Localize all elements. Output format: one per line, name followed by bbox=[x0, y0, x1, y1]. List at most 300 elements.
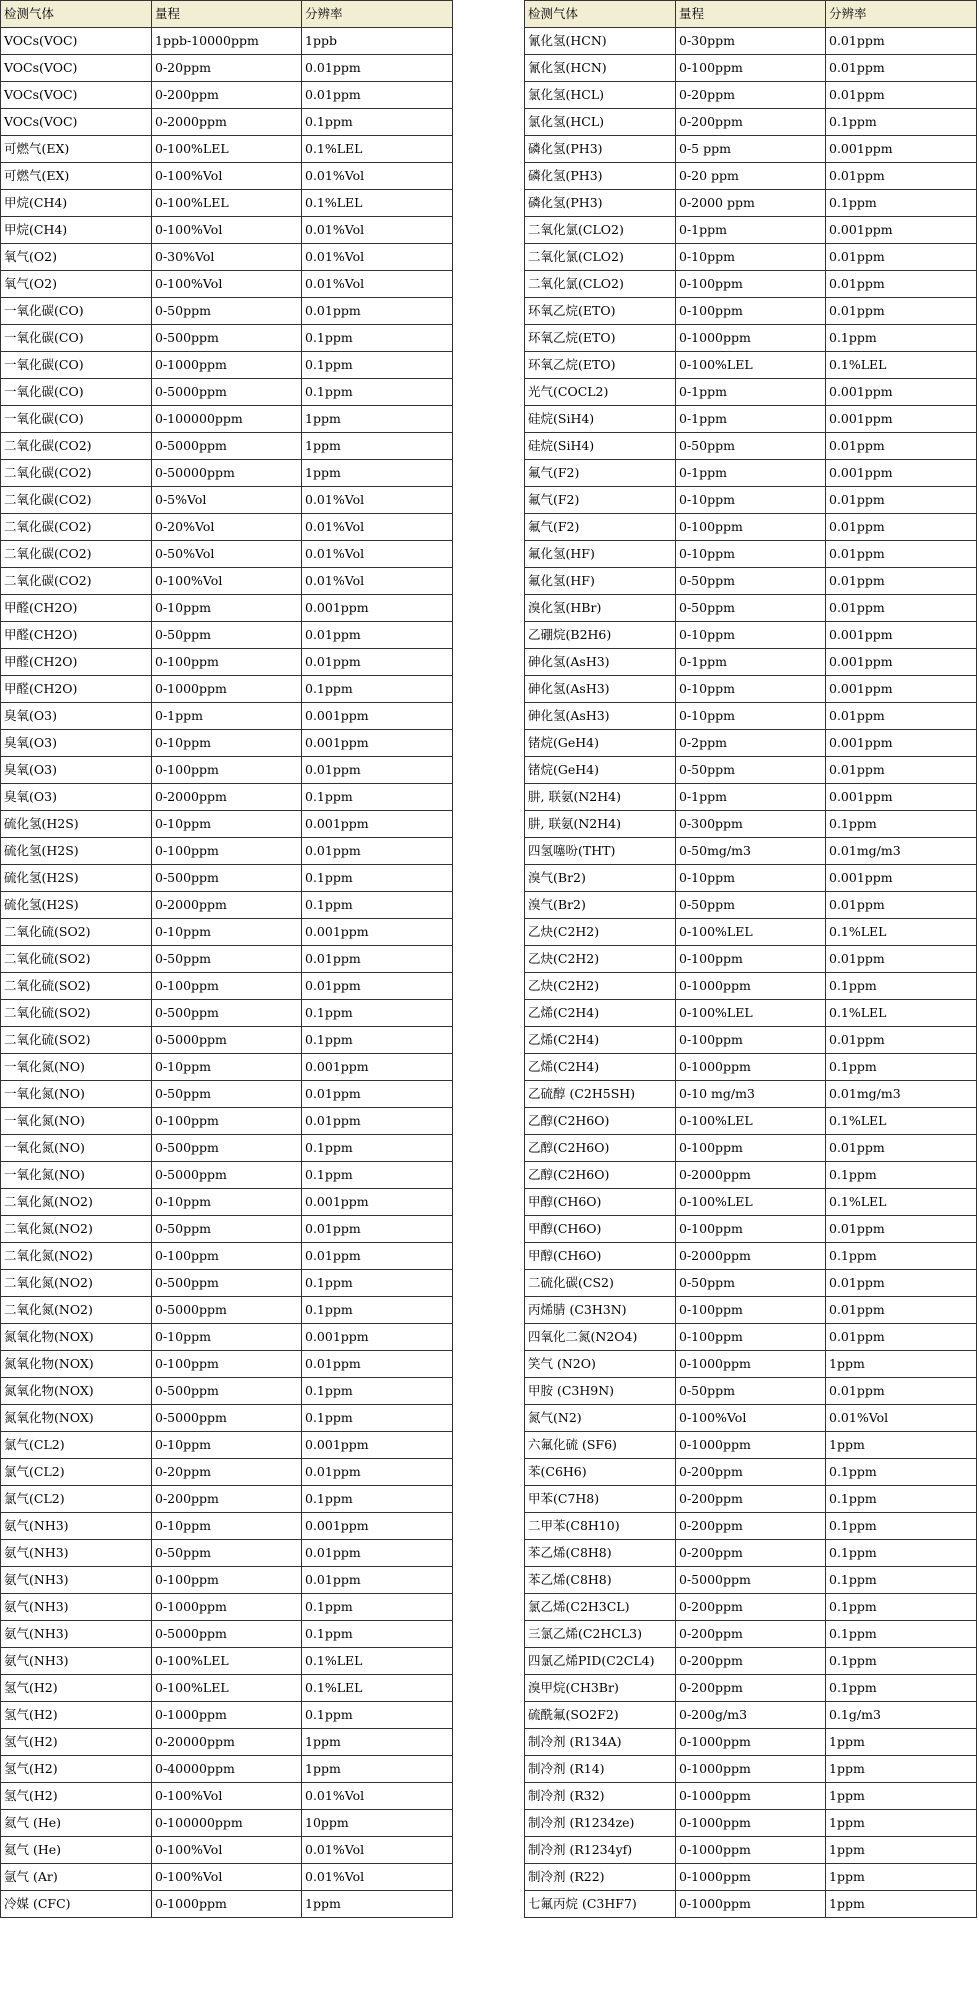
cell-resolution: 0.01%Vol bbox=[302, 244, 453, 271]
cell-range: 0-20000ppm bbox=[152, 1729, 302, 1756]
table-row bbox=[525, 1648, 977, 1675]
cell-gas: 二氧化氮(NO2) bbox=[1, 1189, 152, 1216]
table-row bbox=[525, 1216, 977, 1243]
cell-resolution: 0.1g/m3 bbox=[826, 1702, 977, 1729]
cell-range: 0-100%LEL bbox=[676, 1108, 826, 1135]
table-row bbox=[1, 379, 453, 406]
table-row bbox=[1, 109, 453, 136]
table-row bbox=[1, 541, 453, 568]
cell-range: 0-2000ppm bbox=[152, 892, 302, 919]
cell-resolution: 1ppm bbox=[302, 1756, 453, 1783]
cell-gas: 溴化氢(HBr) bbox=[525, 595, 676, 622]
table-row bbox=[525, 946, 977, 973]
table-row bbox=[1, 1000, 453, 1027]
cell-gas: 乙炔(C2H2) bbox=[525, 919, 676, 946]
cell-resolution: 0.1%LEL bbox=[826, 1000, 977, 1027]
cell-range: 0-1ppm bbox=[676, 649, 826, 676]
table-row bbox=[525, 1702, 977, 1729]
cell-gas: 三氯乙烯(C2HCL3) bbox=[525, 1621, 676, 1648]
cell-range: 0-200ppm bbox=[676, 109, 826, 136]
table-row bbox=[1, 1540, 453, 1567]
cell-resolution: 0.1ppm bbox=[302, 379, 453, 406]
table-row bbox=[525, 244, 977, 271]
cell-gas: 乙烯(C2H4) bbox=[525, 1027, 676, 1054]
cell-resolution: 0.001ppm bbox=[302, 1513, 453, 1540]
cell-gas: 氮气(N2) bbox=[525, 1405, 676, 1432]
cell-range: 0-50ppm bbox=[676, 1270, 826, 1297]
cell-resolution: 0.01mg/m3 bbox=[826, 838, 977, 865]
cell-gas: 氢气(H2) bbox=[1, 1675, 152, 1702]
cell-gas: 锗烷(GeH4) bbox=[525, 730, 676, 757]
cell-range: 0-1000ppm bbox=[676, 1837, 826, 1864]
cell-range: 0-30ppm bbox=[676, 28, 826, 55]
table-row bbox=[525, 190, 977, 217]
cell-gas: 氟气(F2) bbox=[525, 487, 676, 514]
cell-resolution: 0.01ppm bbox=[826, 1270, 977, 1297]
cell-range: 0-10ppm bbox=[152, 1432, 302, 1459]
cell-range: 0-1000ppm bbox=[676, 973, 826, 1000]
cell-range: 0-1000ppm bbox=[676, 325, 826, 352]
cell-range: 0-100%LEL bbox=[676, 919, 826, 946]
cell-resolution: 0.01ppm bbox=[302, 838, 453, 865]
cell-gas: 氯气(CL2) bbox=[1, 1459, 152, 1486]
cell-resolution: 0.01ppm bbox=[826, 1027, 977, 1054]
cell-gas: 硫化氢(H2S) bbox=[1, 811, 152, 838]
cell-resolution: 0.001ppm bbox=[826, 460, 977, 487]
table-row bbox=[1, 1486, 453, 1513]
cell-resolution: 1ppm bbox=[826, 1810, 977, 1837]
table-row bbox=[1, 1675, 453, 1702]
cell-gas: 二氧化氮(NO2) bbox=[1, 1216, 152, 1243]
cell-range: 0-50mg/m3 bbox=[676, 838, 826, 865]
cell-resolution: 0.01%Vol bbox=[302, 1837, 453, 1864]
cell-resolution: 0.001ppm bbox=[826, 379, 977, 406]
cell-range: 0-10ppm bbox=[152, 595, 302, 622]
cell-resolution: 0.1%LEL bbox=[826, 919, 977, 946]
table-row bbox=[1, 1756, 453, 1783]
table-row bbox=[525, 730, 977, 757]
cell-gas: 制冷剂 (R1234yf) bbox=[525, 1837, 676, 1864]
cell-gas: 二氧化硫(SO2) bbox=[1, 973, 152, 1000]
cell-resolution: 0.1ppm bbox=[302, 1702, 453, 1729]
cell-range: 0-50ppm bbox=[676, 757, 826, 784]
cell-resolution: 0.01ppm bbox=[826, 271, 977, 298]
cell-range: 0-1ppm bbox=[676, 460, 826, 487]
table-row bbox=[525, 757, 977, 784]
cell-resolution: 0.01ppm bbox=[302, 973, 453, 1000]
header-gas: 检测气体 bbox=[525, 1, 676, 28]
cell-resolution: 0.1ppm bbox=[826, 109, 977, 136]
cell-resolution: 0.01ppm bbox=[302, 622, 453, 649]
cell-resolution: 1ppm bbox=[826, 1729, 977, 1756]
table-row bbox=[525, 1864, 977, 1891]
table-row bbox=[1, 1459, 453, 1486]
cell-resolution: 0.1ppm bbox=[826, 1567, 977, 1594]
cell-range: 0-100%LEL bbox=[152, 1675, 302, 1702]
cell-resolution: 1ppm bbox=[302, 406, 453, 433]
cell-range: 0-100000ppm bbox=[152, 1810, 302, 1837]
table-row bbox=[525, 82, 977, 109]
cell-gas: 甲醛(CH2O) bbox=[1, 676, 152, 703]
cell-resolution: 0.1ppm bbox=[302, 1405, 453, 1432]
cell-gas: 一氧化氮(NO) bbox=[1, 1162, 152, 1189]
table-row bbox=[525, 406, 977, 433]
table-row bbox=[525, 919, 977, 946]
table-row bbox=[1, 919, 453, 946]
cell-range: 0-5000ppm bbox=[152, 1621, 302, 1648]
cell-resolution: 0.1ppm bbox=[826, 190, 977, 217]
cell-range: 0-100ppm bbox=[676, 514, 826, 541]
cell-resolution: 0.01ppm bbox=[826, 703, 977, 730]
cell-resolution: 0.1ppm bbox=[826, 1243, 977, 1270]
cell-range: 0-1000ppm bbox=[676, 1432, 826, 1459]
table-row bbox=[1, 1054, 453, 1081]
table-row bbox=[1, 1162, 453, 1189]
cell-gas: 可燃气(EX) bbox=[1, 136, 152, 163]
cell-resolution: 0.01ppm bbox=[826, 298, 977, 325]
table-row bbox=[525, 1189, 977, 1216]
table-row bbox=[1, 136, 453, 163]
table-row bbox=[525, 1837, 977, 1864]
cell-range: 0-50ppm bbox=[676, 1378, 826, 1405]
cell-range: 0-1000ppm bbox=[676, 1810, 826, 1837]
cell-range: 0-100%Vol bbox=[152, 217, 302, 244]
cell-gas: 硫酰氟(SO2F2) bbox=[525, 1702, 676, 1729]
table-row bbox=[1, 487, 453, 514]
cell-gas: 四氧化二氮(N2O4) bbox=[525, 1324, 676, 1351]
cell-resolution: 0.01%Vol bbox=[302, 568, 453, 595]
cell-gas: 二氧化氮(NO2) bbox=[1, 1243, 152, 1270]
cell-range: 0-50000ppm bbox=[152, 460, 302, 487]
table-row bbox=[1, 676, 453, 703]
cell-range: 0-1000ppm bbox=[676, 1729, 826, 1756]
cell-resolution: 0.001ppm bbox=[302, 1432, 453, 1459]
cell-gas: 氩气 (Ar) bbox=[1, 1864, 152, 1891]
cell-range: 0-100ppm bbox=[676, 946, 826, 973]
table-row bbox=[1, 622, 453, 649]
cell-gas: 乙醇(C2H6O) bbox=[525, 1135, 676, 1162]
cell-gas: 氮氧化物(NOX) bbox=[1, 1324, 152, 1351]
table-row bbox=[1, 1432, 453, 1459]
cell-resolution: 0.01ppm bbox=[826, 28, 977, 55]
cell-gas: 一氧化碳(CO) bbox=[1, 352, 152, 379]
cell-gas: VOCs(VOC) bbox=[1, 55, 152, 82]
cell-range: 0-5000ppm bbox=[152, 379, 302, 406]
cell-resolution: 0.001ppm bbox=[302, 730, 453, 757]
cell-range: 0-50ppm bbox=[676, 568, 826, 595]
table-row bbox=[525, 1243, 977, 1270]
cell-range: 0-100%LEL bbox=[152, 190, 302, 217]
table-row bbox=[1, 730, 453, 757]
cell-resolution: 0.1ppm bbox=[302, 1162, 453, 1189]
cell-gas: 砷化氢(AsH3) bbox=[525, 649, 676, 676]
cell-gas: 二甲苯(C8H10) bbox=[525, 1513, 676, 1540]
cell-gas: 二氧化碳(CO2) bbox=[1, 433, 152, 460]
cell-range: 0-20ppm bbox=[152, 55, 302, 82]
cell-range: 0-1000ppm bbox=[676, 1756, 826, 1783]
cell-resolution: 0.01ppm bbox=[302, 1243, 453, 1270]
cell-gas: 二氧化碳(CO2) bbox=[1, 487, 152, 514]
cell-resolution: 1ppm bbox=[302, 1729, 453, 1756]
cell-resolution: 0.01ppm bbox=[826, 514, 977, 541]
table-row bbox=[525, 352, 977, 379]
table-row bbox=[1, 1351, 453, 1378]
table-row bbox=[525, 271, 977, 298]
table-row bbox=[1, 1702, 453, 1729]
cell-range: 0-1000ppm bbox=[676, 1351, 826, 1378]
table-row bbox=[525, 1621, 977, 1648]
cell-gas: 甲醛(CH2O) bbox=[1, 595, 152, 622]
table-row bbox=[1, 244, 453, 271]
cell-gas: 一氧化碳(CO) bbox=[1, 298, 152, 325]
table-row bbox=[1, 1594, 453, 1621]
cell-gas: 氧气(O2) bbox=[1, 271, 152, 298]
cell-range: 0-200ppm bbox=[676, 1486, 826, 1513]
cell-range: 0-100000ppm bbox=[152, 406, 302, 433]
cell-range: 0-1000ppm bbox=[676, 1864, 826, 1891]
table-row bbox=[1, 163, 453, 190]
cell-range: 0-100ppm bbox=[152, 1243, 302, 1270]
table-row bbox=[1, 325, 453, 352]
cell-range: 0-1ppm bbox=[676, 379, 826, 406]
cell-gas: 磷化氢(PH3) bbox=[525, 190, 676, 217]
cell-range: 0-20ppm bbox=[676, 82, 826, 109]
cell-range: 0-100ppm bbox=[152, 838, 302, 865]
cell-range: 0-50ppm bbox=[676, 595, 826, 622]
cell-gas: 二氧化硫(SO2) bbox=[1, 1027, 152, 1054]
cell-range: 0-50ppm bbox=[152, 1216, 302, 1243]
cell-resolution: 0.001ppm bbox=[826, 217, 977, 244]
cell-range: 0-100%Vol bbox=[152, 1837, 302, 1864]
cell-resolution: 0.1ppm bbox=[302, 352, 453, 379]
cell-resolution: 0.01ppm bbox=[302, 298, 453, 325]
cell-gas: 肼, 联氨(N2H4) bbox=[525, 811, 676, 838]
cell-gas: VOCs(VOC) bbox=[1, 109, 152, 136]
cell-gas: 氨气(NH3) bbox=[1, 1513, 152, 1540]
cell-range: 0-10ppm bbox=[676, 676, 826, 703]
table-row bbox=[525, 136, 977, 163]
table-row bbox=[525, 568, 977, 595]
cell-gas: 臭氧(O3) bbox=[1, 703, 152, 730]
cell-gas: 氨气(NH3) bbox=[1, 1540, 152, 1567]
cell-range: 0-100%Vol bbox=[152, 271, 302, 298]
cell-gas: 苯(C6H6) bbox=[525, 1459, 676, 1486]
cell-range: 0-100ppm bbox=[676, 55, 826, 82]
cell-gas: 乙烯(C2H4) bbox=[525, 1054, 676, 1081]
table-row bbox=[525, 865, 977, 892]
table-row bbox=[525, 1351, 977, 1378]
cell-resolution: 0.01ppm bbox=[826, 163, 977, 190]
cell-range: 0-10ppm bbox=[152, 1189, 302, 1216]
cell-range: 0-100ppm bbox=[152, 649, 302, 676]
cell-gas: 氢气(H2) bbox=[1, 1756, 152, 1783]
cell-range: 0-5000ppm bbox=[152, 1162, 302, 1189]
cell-resolution: 0.001ppm bbox=[302, 595, 453, 622]
table-row bbox=[1, 298, 453, 325]
cell-range: 0-1ppm bbox=[676, 217, 826, 244]
cell-range: 0-100ppm bbox=[152, 1567, 302, 1594]
cell-resolution: 0.01ppm bbox=[826, 433, 977, 460]
cell-gas: 氯乙烯(C2H3CL) bbox=[525, 1594, 676, 1621]
cell-resolution: 1ppm bbox=[826, 1864, 977, 1891]
cell-resolution: 0.01%Vol bbox=[302, 487, 453, 514]
cell-gas: 甲醛(CH2O) bbox=[1, 649, 152, 676]
cell-gas: 臭氧(O3) bbox=[1, 730, 152, 757]
cell-resolution: 0.01ppm bbox=[302, 55, 453, 82]
cell-resolution: 0.01ppm bbox=[826, 1324, 977, 1351]
cell-gas: 二氧化硫(SO2) bbox=[1, 1000, 152, 1027]
cell-resolution: 0.01ppm bbox=[826, 892, 977, 919]
cell-range: 0-30%Vol bbox=[152, 244, 302, 271]
cell-gas: 一氧化氮(NO) bbox=[1, 1081, 152, 1108]
table-row bbox=[1, 595, 453, 622]
cell-range: 0-200g/m3 bbox=[676, 1702, 826, 1729]
table-row bbox=[525, 973, 977, 1000]
cell-resolution: 1ppm bbox=[826, 1432, 977, 1459]
table-row bbox=[1, 946, 453, 973]
cell-resolution: 0.01ppm bbox=[302, 82, 453, 109]
cell-resolution: 0.001ppm bbox=[302, 1189, 453, 1216]
cell-resolution: 0.01ppm bbox=[826, 244, 977, 271]
cell-gas: 氮氧化物(NOX) bbox=[1, 1405, 152, 1432]
cell-resolution: 0.1ppm bbox=[302, 1378, 453, 1405]
cell-resolution: 0.1ppm bbox=[826, 1486, 977, 1513]
cell-gas: 环氧乙烷(ETO) bbox=[525, 352, 676, 379]
cell-resolution: 0.01ppm bbox=[302, 946, 453, 973]
left-gas-table bbox=[0, 0, 453, 1918]
table-row bbox=[1, 406, 453, 433]
cell-gas: 溴气(Br2) bbox=[525, 865, 676, 892]
cell-gas: 二氧化氮(NO2) bbox=[1, 1297, 152, 1324]
table-row bbox=[1, 1243, 453, 1270]
table-row bbox=[1, 1216, 453, 1243]
cell-resolution: 0.01%Vol bbox=[302, 1864, 453, 1891]
cell-range: 0-100%LEL bbox=[676, 352, 826, 379]
table-row bbox=[1, 271, 453, 298]
table-row bbox=[1, 1567, 453, 1594]
table-row bbox=[525, 1594, 977, 1621]
cell-gas: 乙醇(C2H6O) bbox=[525, 1162, 676, 1189]
cell-resolution: 0.1ppm bbox=[826, 1459, 977, 1486]
table-row bbox=[1, 1783, 453, 1810]
right-table-body bbox=[525, 28, 977, 1918]
cell-resolution: 0.001ppm bbox=[826, 649, 977, 676]
cell-gas: 制冷剂 (R32) bbox=[525, 1783, 676, 1810]
cell-range: 0-2000ppm bbox=[152, 784, 302, 811]
cell-range: 0-5000ppm bbox=[152, 1405, 302, 1432]
cell-resolution: 0.1ppm bbox=[302, 676, 453, 703]
cell-resolution: 0.1ppm bbox=[826, 1648, 977, 1675]
cell-gas: 氢气(H2) bbox=[1, 1702, 152, 1729]
cell-range: 0-40000ppm bbox=[152, 1756, 302, 1783]
cell-range: 0-100%Vol bbox=[152, 1783, 302, 1810]
table-header-row bbox=[1, 1, 453, 28]
table-row bbox=[525, 1486, 977, 1513]
cell-gas: 肼, 联氨(N2H4) bbox=[525, 784, 676, 811]
cell-gas: 一氧化碳(CO) bbox=[1, 379, 152, 406]
cell-resolution: 0.1ppm bbox=[302, 1027, 453, 1054]
table-row bbox=[1, 1648, 453, 1675]
cell-gas: 锗烷(GeH4) bbox=[525, 757, 676, 784]
cell-gas: 氢气(H2) bbox=[1, 1783, 152, 1810]
table-row bbox=[525, 1675, 977, 1702]
cell-range: 0-10ppm bbox=[676, 244, 826, 271]
table-row bbox=[525, 487, 977, 514]
table-row bbox=[525, 1378, 977, 1405]
cell-range: 0-500ppm bbox=[152, 325, 302, 352]
cell-resolution: 1ppm bbox=[302, 1891, 453, 1918]
cell-resolution: 0.1ppm bbox=[826, 811, 977, 838]
cell-resolution: 0.01%Vol bbox=[302, 1783, 453, 1810]
cell-gas: 一氧化氮(NO) bbox=[1, 1054, 152, 1081]
cell-resolution: 0.001ppm bbox=[826, 622, 977, 649]
table-row bbox=[525, 109, 977, 136]
cell-gas: 氨气(NH3) bbox=[1, 1621, 152, 1648]
cell-range: 0-100%LEL bbox=[676, 1189, 826, 1216]
cell-range: 0-100%LEL bbox=[152, 1648, 302, 1675]
cell-range: 0-500ppm bbox=[152, 1378, 302, 1405]
table-row bbox=[1, 1189, 453, 1216]
cell-range: 0-2000 ppm bbox=[676, 190, 826, 217]
cell-resolution: 0.1ppm bbox=[302, 1594, 453, 1621]
cell-gas: 硫化氢(H2S) bbox=[1, 892, 152, 919]
table-row bbox=[525, 838, 977, 865]
cell-range: 0-500ppm bbox=[152, 1270, 302, 1297]
cell-gas: 光气(COCL2) bbox=[525, 379, 676, 406]
table-row bbox=[1, 1324, 453, 1351]
right-gas-table bbox=[524, 0, 977, 1918]
cell-resolution: 0.001ppm bbox=[302, 1324, 453, 1351]
table-row bbox=[1, 1621, 453, 1648]
cell-gas: 四氯乙烯PID(C2CL4) bbox=[525, 1648, 676, 1675]
cell-range: 0-100%Vol bbox=[152, 1864, 302, 1891]
cell-gas: 硫化氢(H2S) bbox=[1, 865, 152, 892]
table-row bbox=[1, 1108, 453, 1135]
table-row bbox=[525, 1513, 977, 1540]
cell-range: 0-100%LEL bbox=[152, 136, 302, 163]
cell-resolution: 0.01ppm bbox=[302, 757, 453, 784]
cell-resolution: 0.1ppm bbox=[826, 1513, 977, 1540]
header-resolution: 分辨率 bbox=[826, 1, 977, 28]
header-resolution: 分辨率 bbox=[302, 1, 453, 28]
cell-resolution: 0.001ppm bbox=[826, 730, 977, 757]
cell-range: 0-50ppm bbox=[152, 946, 302, 973]
cell-gas: 环氧乙烷(ETO) bbox=[525, 325, 676, 352]
cell-range: 0-20 ppm bbox=[676, 163, 826, 190]
cell-resolution: 0.1%LEL bbox=[826, 1189, 977, 1216]
table-row bbox=[525, 1729, 977, 1756]
cell-resolution: 0.1ppm bbox=[826, 1675, 977, 1702]
cell-range: 0-20ppm bbox=[152, 1459, 302, 1486]
cell-gas: 氟化氢(HF) bbox=[525, 568, 676, 595]
cell-resolution: 0.1%LEL bbox=[302, 1648, 453, 1675]
table-row bbox=[525, 1459, 977, 1486]
cell-range: 0-50ppm bbox=[676, 892, 826, 919]
cell-resolution: 0.01%Vol bbox=[302, 514, 453, 541]
cell-range: 0-100%Vol bbox=[152, 163, 302, 190]
cell-range: 0-200ppm bbox=[676, 1621, 826, 1648]
table-row bbox=[1, 190, 453, 217]
table-row bbox=[525, 1270, 977, 1297]
table-row bbox=[525, 1297, 977, 1324]
cell-gas: 二硫化碳(CS2) bbox=[525, 1270, 676, 1297]
cell-range: 0-1000ppm bbox=[152, 1891, 302, 1918]
cell-gas: 甲醇(CH6O) bbox=[525, 1216, 676, 1243]
table-row bbox=[1, 757, 453, 784]
cell-gas: 二氧化碳(CO2) bbox=[1, 541, 152, 568]
cell-gas: 二氧化碳(CO2) bbox=[1, 460, 152, 487]
cell-resolution: 0.1ppm bbox=[302, 1270, 453, 1297]
